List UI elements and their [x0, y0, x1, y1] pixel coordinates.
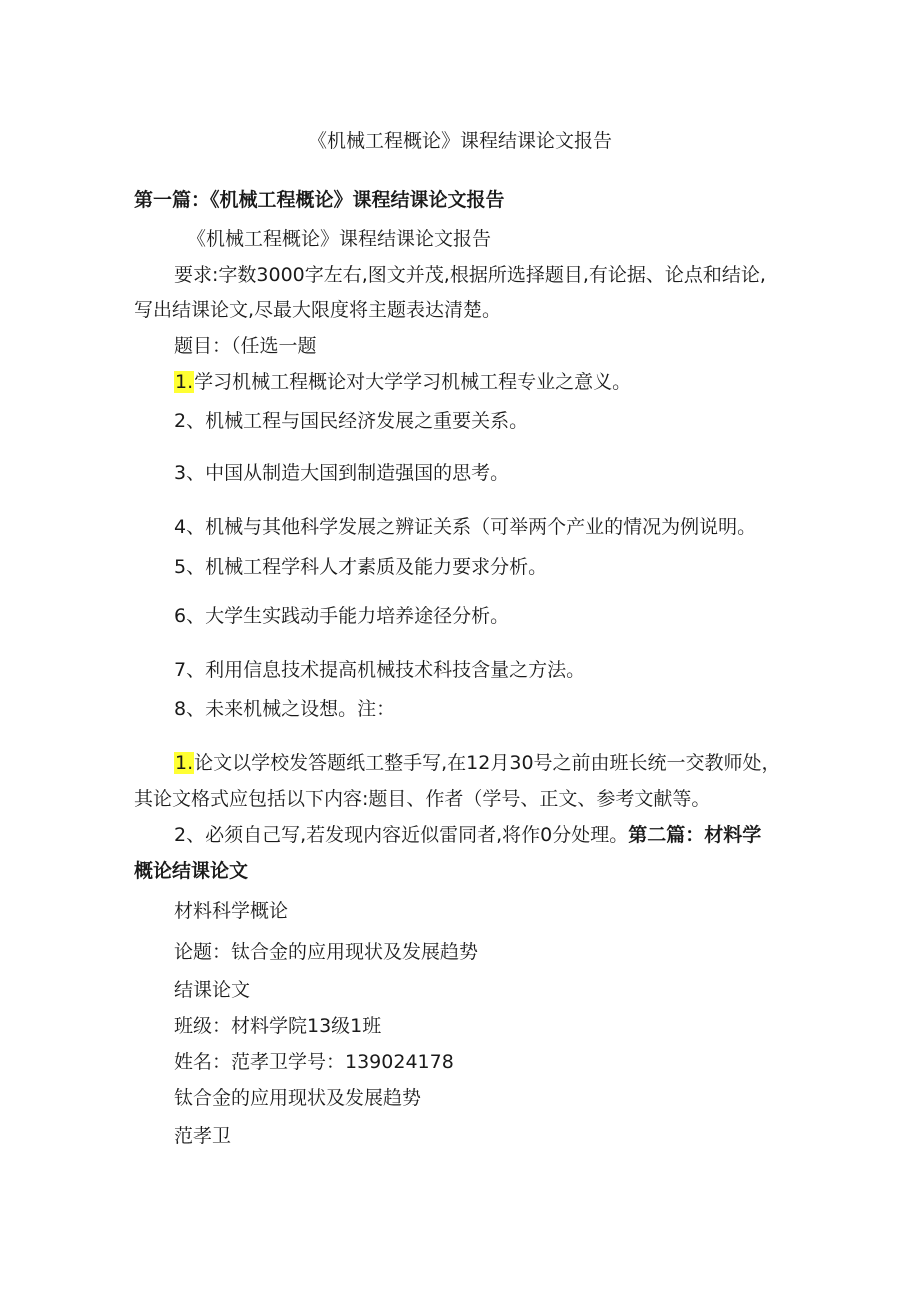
topics-label: 题目：（任选一题: [174, 335, 317, 357]
note-1-text: 论文以学校发答题纸工整手写,在12月30号之前由班长统一交教师处，: [194, 752, 781, 774]
thesis-topic: 论题：钛合金的应用现状及发展趋势: [174, 941, 479, 963]
part2-heading-start: 第二篇：材料学: [628, 824, 762, 846]
part2-heading-end: 概论结课论文: [134, 860, 249, 882]
requirement-line-1: 要求:字数3000字左右,图文并茂,根据所选择题目,有论据、论点和结论,: [174, 264, 766, 286]
requirement-line-2: 写出结课论文,尽最大限度将主题表达清楚。: [134, 299, 502, 321]
topic-6: 6、大学生实践动手能力培养途径分析。: [174, 605, 510, 627]
note-1-line-1: [174, 751, 781, 775]
course-name: 材料科学概论: [174, 900, 289, 922]
name-info: 姓名：范孝卫学号：139024178: [174, 1051, 454, 1073]
part1-subtitle: 《机械工程概论》课程结课论文报告: [187, 228, 492, 250]
class-info: 班级：材料学院13级1班: [174, 1015, 382, 1037]
part1-heading: 第一篇：《机械工程概论》课程结课论文报告: [134, 189, 505, 211]
topic-8-and-note-label: 8、未来机械之设想。注：: [174, 698, 396, 720]
paper-title: 钛合金的应用现状及发展趋势: [174, 1087, 422, 1109]
topic-1-number: 1.: [175, 371, 194, 393]
topic-5: 5、机械工程学科人才素质及能力要求分析。: [174, 556, 548, 578]
note-2-text: 2、必须自己写,若发现内容近似雷同者,将作0分处理。: [174, 824, 629, 846]
note-1-number: 1.: [175, 752, 194, 774]
topic-3: 3、中国从制造大国到制造强国的思考。: [174, 462, 510, 484]
page-title: 《机械工程概论》课程结课论文报告: [307, 130, 612, 152]
topic-7: 7、利用信息技术提高机械技术科技含量之方法。: [174, 659, 586, 681]
author-name: 范孝卫: [174, 1125, 232, 1147]
topic-2: 2、机械工程与国民经济发展之重要关系。: [174, 410, 529, 432]
paper-type: 结课论文: [174, 979, 251, 1001]
topic-1: [174, 370, 631, 394]
topic-1-text: 学习机械工程概论对大学学习机械工程专业之意义。: [194, 371, 632, 393]
note-2-line: [174, 823, 761, 847]
note-1-line-2: 其论文格式应包括以下内容:题目、作者（学号、正文、参考文献等。: [134, 788, 711, 810]
topic-4: 4、机械与其他科学发展之辨证关系（可举两个产业的情况为例说明。: [174, 516, 757, 538]
